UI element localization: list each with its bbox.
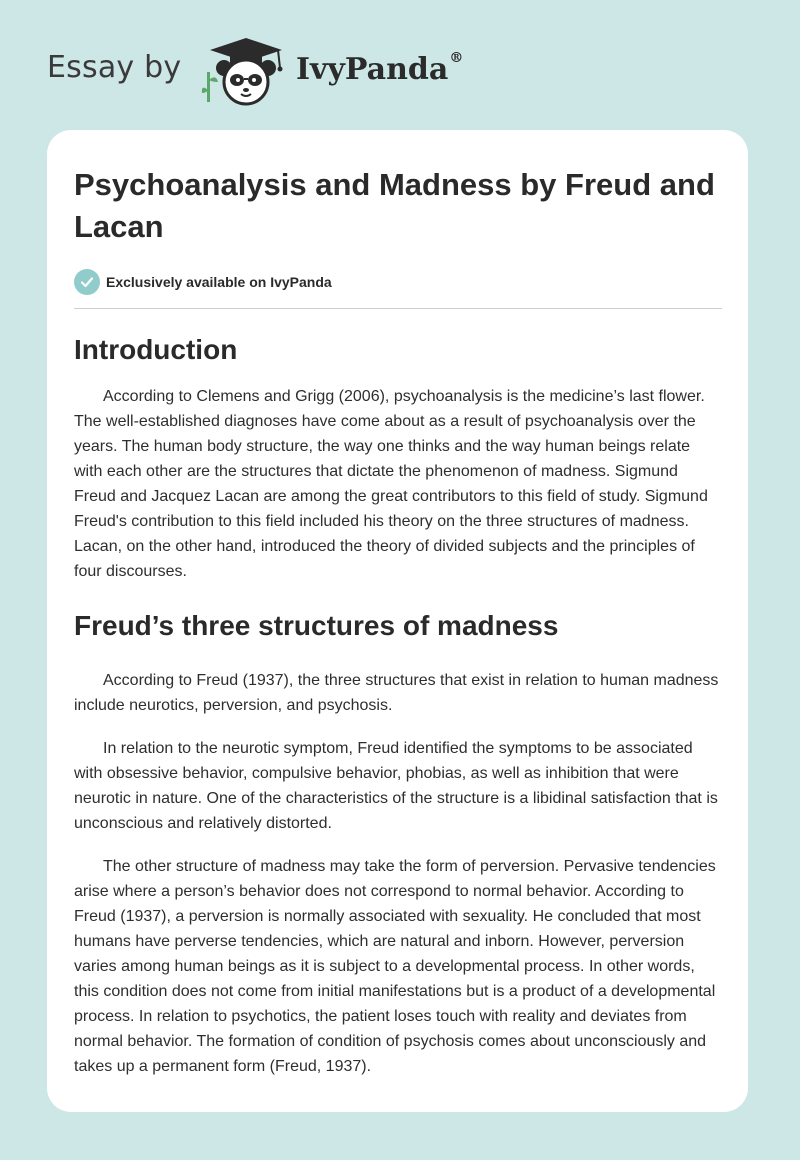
- divider: [74, 308, 722, 309]
- page-title: Psychoanalysis and Madness by Freud and Lacan: [74, 167, 715, 244]
- paragraph: According to Freud (1937), the three structures that exist in relation to human madness include neurotics, perversion, and psychosis.: [74, 672, 719, 714]
- paragraph: The other structure of madness may take the form of perversion. Pervasive tendencies arise where a person’s behavior does not correspond to normal behavior. According to Freud (1937), a perversion is normally associated with sexuality. He concluded that most humans have perverse tendencies, which are natural and inborn. However, perversion varies among human beings as it is subject to a developmental process. In other words, this condition does not come from initial manifestations but is a product of a developmental process. In relation to psychotics, the patient loses touch with reality and deviates from normal behavior. The formation of condition of psychosis comes about unconsciously and takes up a permanent form (Freud, 1937).: [74, 858, 716, 1075]
- paragraph: In relation to the neurotic symptom, Freud identified the symptoms to be associated with obsessive behavior, compulsive behavior, phobias, as well as inhibition that were neurotic in nature. One of the characteristics of the structure is a libidinal satisfaction that is unconscious and relatively distorted.: [74, 740, 718, 832]
- section-heading-freud-structures: Freud’s three structures of madness: [74, 610, 559, 641]
- exclusive-badge: [74, 268, 722, 296]
- exclusive-badge-text: Exclusively available on IvyPanda: [106, 274, 332, 290]
- section-heading-introduction: Introduction: [74, 334, 238, 365]
- site-header: [0, 0, 800, 130]
- check-icon: [74, 269, 100, 295]
- panda-graduation-cap-icon[interactable]: [200, 36, 292, 108]
- brand-name[interactable]: [296, 52, 463, 87]
- essay-by-label: Essay by: [47, 50, 182, 85]
- brand-text: IvyPanda: [296, 52, 449, 87]
- paragraph: According to Clemens and Grigg (2006), psychoanalysis is the medicine’s last flower. The well-established diagnoses have come about as a result of psychoanalysis over the years. The human body structure, the way one thinks and the way human beings relate with each other are the structures that dictate the phenomenon of madness. Sigmund Freud and Jacquez Lacan are among the great contributors to this field of study. Sigmund Freud's contribution to this field included his theory on the three structures of madness. Lacan, on the other hand, introduced the theory of divided subjects and the principles of four discourses.: [74, 388, 708, 580]
- registered-mark: ®: [449, 50, 464, 66]
- essay-card: [47, 130, 748, 1112]
- essay-content: [74, 164, 722, 1079]
